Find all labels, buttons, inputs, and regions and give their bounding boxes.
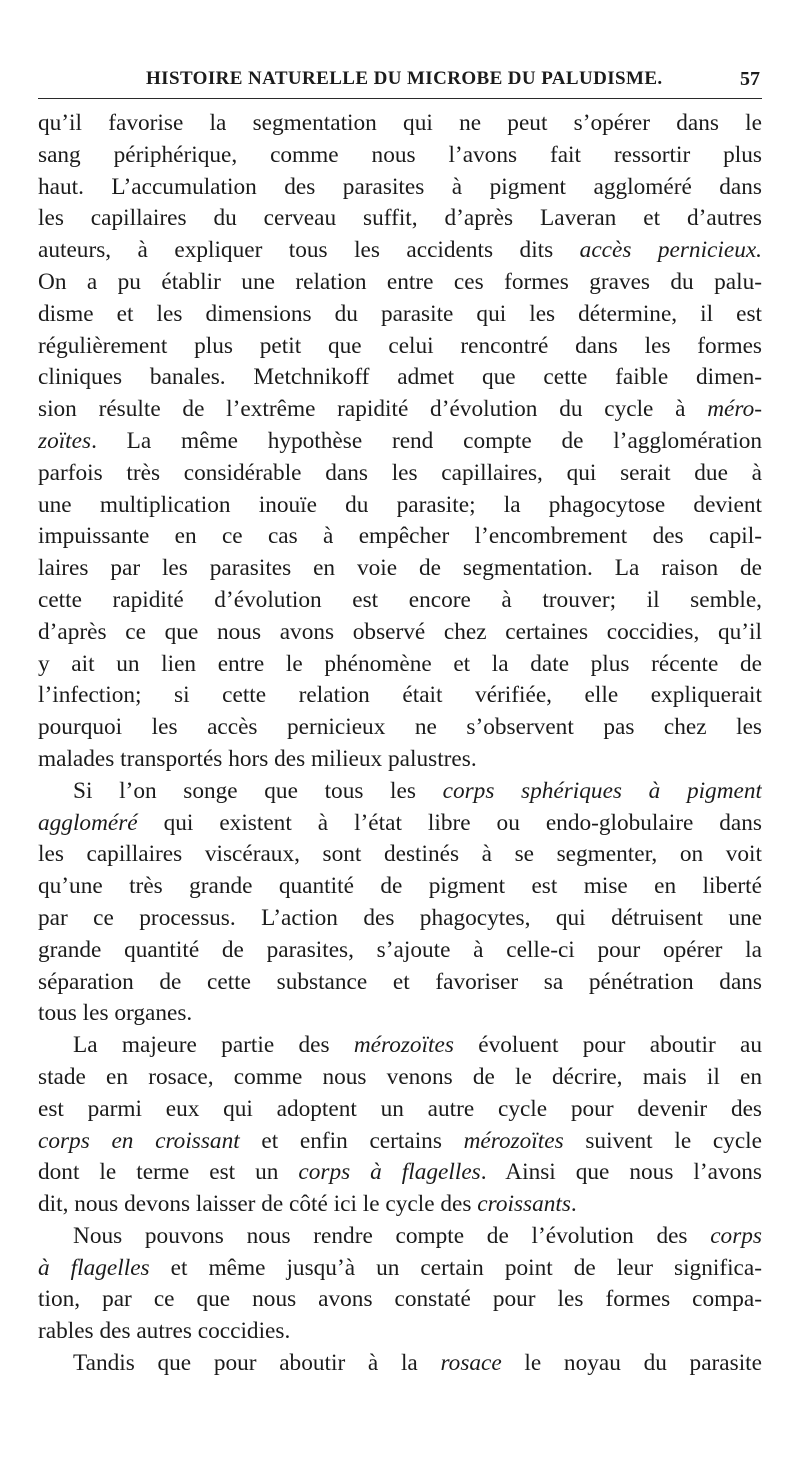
text-line	[38, 1094, 762, 1126]
text-run: qu’il favorise la segmentation qui ne peut s’opérer dans le	[38, 110, 762, 136]
text-line	[38, 998, 762, 1030]
text-line	[38, 617, 762, 649]
text-line	[38, 1126, 762, 1158]
text-run: Nous pouvons nous rendre compte de l’évolution des	[73, 1222, 711, 1249]
running-header	[38, 60, 762, 99]
italic-run: rosace	[440, 1350, 502, 1377]
text-line	[38, 458, 762, 490]
text-run: séparation de cette substance et favoriser sa pénétration dans	[38, 968, 762, 995]
text-line	[38, 680, 762, 712]
text-line	[38, 776, 762, 808]
italic-run: accès pernicieux.	[579, 237, 762, 264]
text-line	[38, 903, 762, 935]
italic-run: corps	[710, 1222, 762, 1249]
text-line	[38, 172, 762, 204]
page-number: 57	[740, 67, 760, 90]
text-line	[38, 649, 762, 681]
text-line	[38, 299, 762, 331]
italic-run: mérozoïtes	[463, 1127, 564, 1154]
text-line	[38, 553, 762, 585]
text-line	[38, 140, 762, 172]
text-run: qu’une très grande quantité de pigment est mise en liberté	[38, 873, 762, 900]
text-line	[38, 267, 762, 299]
text-run: évoluent pour aboutir au	[453, 1032, 762, 1059]
italic-run: croissants	[477, 1191, 571, 1218]
text-line	[38, 235, 762, 267]
text-run: disme et les dimensions du parasite qui les détermine, il est	[38, 300, 762, 327]
text-run: Si l’on songe que tous les	[73, 777, 443, 804]
text-run: par ce processus. L’action des phagocytes, qui détruisent une	[38, 904, 762, 931]
text-line	[38, 585, 762, 617]
text-line	[38, 426, 762, 458]
text-run: grande quantité de parasites, s’ajoute à celle-ci pour opérer la	[38, 936, 762, 963]
text-run: . Ainsi que nous l’avons	[480, 1159, 762, 1186]
text-line	[38, 521, 762, 553]
italic-run: aggloméré	[38, 809, 138, 836]
text-line	[38, 203, 762, 235]
text-line	[38, 362, 762, 394]
text-run: sang périphérique, comme nous l’avons fait ressortir plus	[38, 141, 762, 168]
italic-run: corps sphériques à pigment	[442, 777, 762, 804]
text-run: le noyau du parasite	[501, 1350, 762, 1377]
text-line	[38, 712, 762, 744]
text-line	[38, 967, 762, 999]
text-run: laires par les parasites en voie de segmentation. La raison de	[38, 555, 762, 582]
text-line	[38, 839, 762, 871]
text-run: dit, nous devons laisser de côté ici le cycle des	[38, 1191, 478, 1218]
italic-run: corps en croissant	[38, 1127, 240, 1154]
text-run: On a pu établir une relation entre ces formes graves du palu-	[38, 268, 762, 295]
text-line	[38, 490, 762, 522]
text-run: dont le terme est un	[38, 1159, 299, 1186]
text-run: l’infection; si cette relation était vérifiée, elle expliquerait	[38, 682, 762, 709]
text-run: Tandis que pour aboutir à la	[73, 1350, 441, 1377]
text-run: stade en rosace, comme nous venons de le décrire, mais il en	[38, 1063, 762, 1090]
italic-run: zoïtes	[38, 427, 92, 454]
text-run: est parmi eux qui adoptent un autre cycle pour devenir des	[38, 1095, 762, 1122]
text-line	[38, 1348, 762, 1380]
italic-run: méro-	[707, 396, 762, 423]
text-line	[38, 1157, 762, 1189]
text-run: tion, par ce que nous avons constaté pour les formes compa-	[38, 1286, 762, 1313]
italic-run: corps à flagelles	[298, 1159, 481, 1186]
text-line	[38, 935, 762, 967]
text-line	[38, 1062, 762, 1094]
text-run: d’après ce que nous avons observé chez certaines coccidies, qu’il	[38, 618, 762, 645]
text-run: qui existent à l’état libre ou endo-globulaire dans	[137, 809, 762, 836]
text-run: les capillaires du cerveau suffit, d’après Laveran et d’autres	[38, 205, 762, 232]
text-run: et même jusqu’à un certain point de leur significa-	[149, 1254, 762, 1281]
text-run: .	[570, 1191, 577, 1218]
text-line	[38, 1316, 762, 1348]
text-line	[38, 1030, 762, 1062]
text-run: sion résulte de l’extrême rapidité d’évolution du cycle à	[38, 396, 708, 423]
text-run: une multiplication inouïe du parasite; la phagocytose devient	[38, 491, 762, 518]
text-run: rables des autres coccidies.	[38, 1318, 291, 1345]
text-run: . La même hypothèse rend compte de l’agglomération	[91, 427, 762, 454]
text-run: suivent le cycle	[563, 1127, 762, 1154]
text-run: les capillaires viscéraux, sont destinés à se segmenter, on voit	[38, 841, 762, 868]
text-run: cette rapidité d’évolution est encore à trouver; il semble,	[38, 586, 762, 613]
italic-run: mérozoïtes	[353, 1032, 454, 1059]
running-title: HISTOIRE NATURELLE DU MICROBE DU PALUDISME.	[146, 68, 663, 89]
text-line	[38, 394, 762, 426]
text-line	[38, 744, 762, 776]
text-run: malades transportés hors des milieux palustres.	[38, 745, 477, 772]
text-line	[38, 1253, 762, 1285]
text-run: et enfin certains	[239, 1127, 464, 1154]
text-run: La majeure partie des	[73, 1032, 354, 1059]
text-run: auteurs, à expliquer tous les accidents dits	[38, 237, 580, 264]
text-line	[38, 808, 762, 840]
text-run: parfois très considérable dans les capillaires, qui serait due à	[38, 459, 762, 486]
text-run: y ait un lien entre le phénomène et la date plus récente de	[38, 650, 762, 677]
text-run: impuissante en ce cas à empêcher l’encombrement des capil-	[38, 523, 762, 550]
italic-run: à flagelles	[38, 1254, 150, 1281]
text-line	[38, 331, 762, 363]
text-run: cliniques banales. Metchnikoff admet que cette faible dimen-	[38, 364, 762, 391]
text-run: tous les organes.	[38, 1000, 193, 1027]
text-run: pourquoi les accès pernicieux ne s’observent pas chez les	[38, 714, 762, 741]
body-text	[38, 108, 762, 1380]
text-line	[38, 1284, 762, 1316]
text-line	[38, 108, 762, 140]
text-line	[38, 1189, 762, 1221]
text-line	[38, 1221, 762, 1253]
text-line	[38, 871, 762, 903]
text-run: haut. L’accumulation des parasites à pigment aggloméré dans	[38, 173, 762, 200]
text-run: régulièrement plus petit que celui rencontré dans les formes	[38, 332, 762, 359]
